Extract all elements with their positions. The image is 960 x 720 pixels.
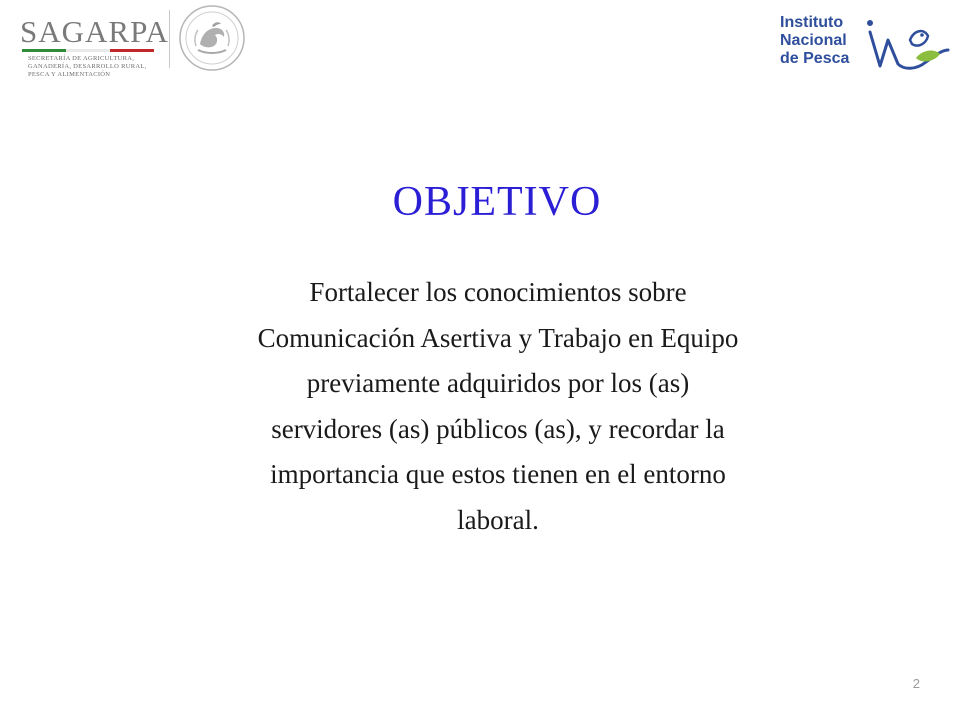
sagarpa-wordmark: SAGARPA [20,14,169,49]
inp-wordmark-line: Instituto [780,14,844,31]
stripe-white [66,49,110,52]
slide-title: OBJETIVO [392,179,602,225]
sagarpa-subtitle [28,55,168,79]
inp-wave-fish-icon [864,14,950,76]
slide-number: 2 [912,676,920,691]
logo-divider [169,10,170,68]
sagarpa-subtitle-line: PESCA Y ALIMENTACIÓN [28,71,111,78]
sagarpa-logo [14,8,169,78]
stripe-green [22,49,66,52]
inp-wordmark-line: Nacional [780,32,847,49]
inp-logo [780,14,950,76]
stripe-red [110,49,154,52]
sagarpa-subtitle-line: GANADERÍA, DESARROLLO RURAL, [28,63,147,70]
sagarpa-subtitle-line: SECRETARÍA DE AGRICULTURA, [28,55,135,62]
inp-wordmark [780,14,849,68]
sagarpa-flag-stripe [22,49,154,52]
objective-text: Fortalecer los conocimientos sobre Comunicación Asertiva y Trabajo en Equipo previamente adquiridos por los (as) servidores (as) públicos (as), y recordar la importancia que estos tienen en el entorno laboral. [257,277,739,535]
mexico-coat-of-arms-icon [178,4,246,72]
inp-wordmark-line: de Pesca [780,50,850,67]
